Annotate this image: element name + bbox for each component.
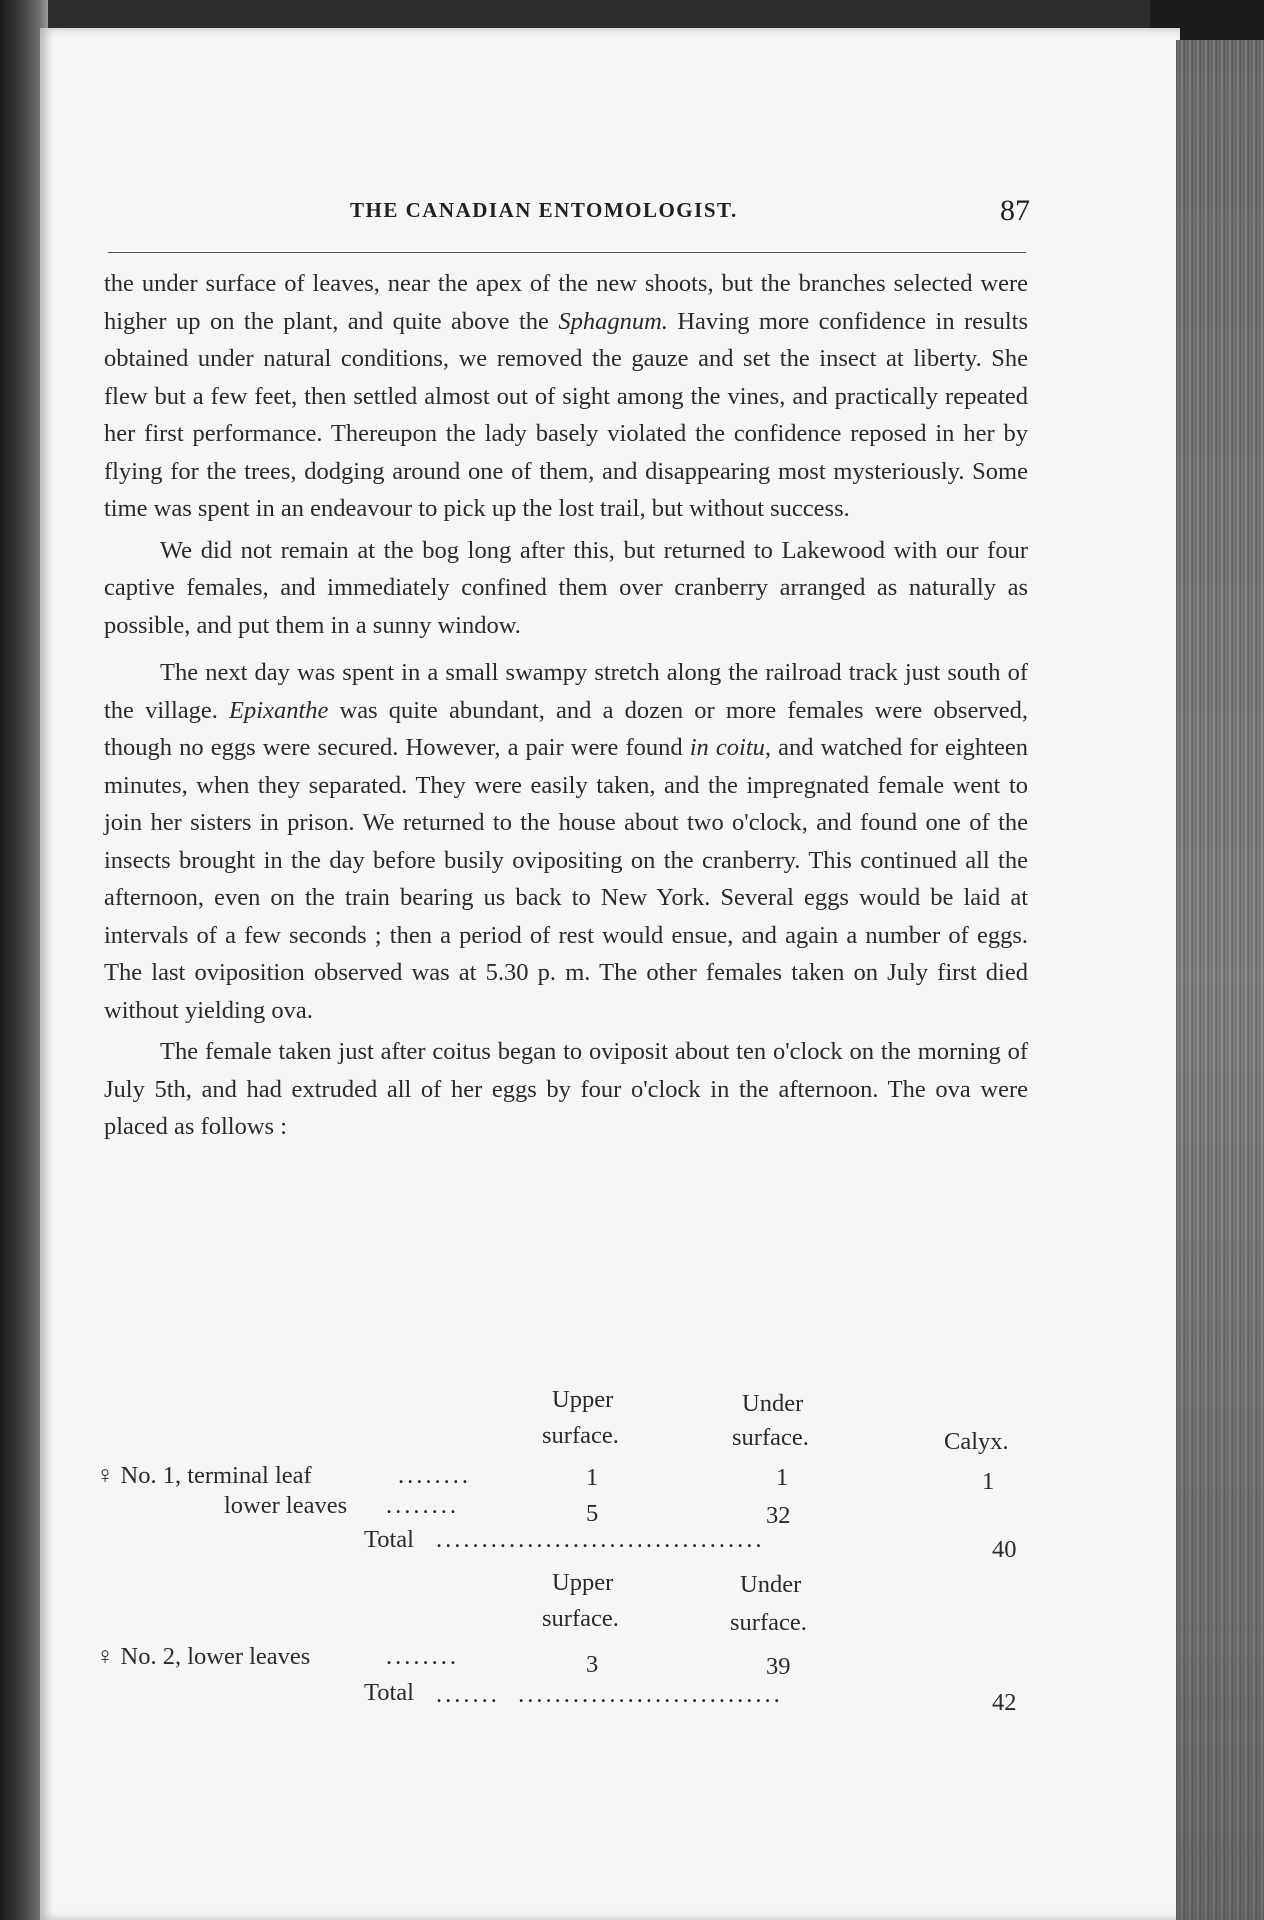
text-segment: The next day was spent in a small swampy stretch along the railroad track just south of the village. (104, 659, 1028, 724)
page-header (100, 194, 1030, 234)
leader-dots: ........ (386, 1492, 459, 1519)
col-header-under-sub: surface. (730, 1609, 807, 1636)
paragraph-3 (104, 654, 1028, 1029)
col-header-under-sub: surface. (732, 1424, 809, 1451)
leader-dots: ........ (398, 1462, 471, 1489)
text-segment-italic: in coitu, (689, 734, 772, 761)
text-segment-italic: Sphagnum. (558, 307, 668, 335)
text-segment-italic: Epixanthe (229, 696, 329, 724)
total-label: Total (364, 1526, 414, 1553)
running-title: THE CANADIAN ENTOMOLOGIST. (350, 198, 738, 222)
total-label: Total (364, 1679, 414, 1706)
cell-calyx: 1 (982, 1468, 995, 1495)
text-segment: the under surface of leaves, near the apex of the new shoots, but the branches selected were higher up on the plant, and quite above the (104, 270, 1028, 335)
body-text (104, 265, 1028, 1146)
cell-upper: 3 (586, 1651, 599, 1678)
page-number: 87 (1000, 194, 1030, 227)
col-header-upper-sub: surface. (542, 1605, 619, 1632)
col-header-upper: Upper (552, 1569, 614, 1596)
total-value: 40 (992, 1536, 1017, 1563)
text-segment: Having more confidence in results obtained under natural conditions, we removed the gauze and set the insect at liberty. She flew but a few feet, then settled almost out of sight among the vines, and practically repeated her first performance. Thereupon the lady basely violated the confidence reposed in her by flying for the trees, dodging around one of them, and disappearing most mysteriously. Some time was spent in an endeavour to pick up the lost trail, but without success. (104, 307, 1028, 522)
col-header-upper: Upper (552, 1386, 614, 1413)
row-label: ♀ No. 1, terminal leaf (96, 1462, 312, 1489)
col-header-under: Under (740, 1571, 802, 1598)
paragraph-2 (104, 532, 1028, 645)
leader-dots: ....... ............................. (436, 1681, 783, 1708)
cell-upper: 1 (586, 1464, 599, 1491)
paragraph-4 (104, 1033, 1028, 1146)
leader-dots: .................................... (436, 1526, 765, 1553)
text-segment: The female taken just after coitus began to oviposit about ten o'clock on the morning of July 5th, and had extruded all of her eggs by four o'clock in the afternoon. The ova were placed as follows : (104, 1038, 1028, 1140)
header-rule (108, 252, 1026, 253)
cell-upper: 5 (586, 1500, 599, 1527)
text-segment: We did not remain at the bog long after this, but returned to Lakewood with our four captive females, and immediately confined them over cranberry arranged as naturally as possible, and put them in a sunny window. (104, 536, 1028, 639)
text-segment: and watched for eighteen minutes, when they separated. They were easily taken, and the impregnated female went to join her sisters in prison. We returned to the house about two o'clock, and found one of the insects brought in the day before busily ovipositing on the cranberry. This continued all the afternoon, even on the train bearing us back to New York. Several eggs would be laid at intervals of a few seconds ; then a period of rest would ensue, and again a number of eggs. The last oviposition observed was at 5.30 p. m. The other females taken on July first died without yielding ova. (104, 734, 1028, 1024)
paragraph-1 (104, 265, 1028, 528)
cell-under: 39 (766, 1653, 791, 1680)
col-header-upper-sub: surface. (542, 1422, 619, 1449)
row-label: ♀ No. 2, lower leaves (96, 1643, 311, 1670)
text-segment: was quite abundant, and a dozen or more females were observed, though no eggs were secured. However, a pair were found (104, 696, 1028, 761)
col-header-calyx: Calyx. (944, 1428, 1009, 1455)
cell-under: 1 (776, 1464, 789, 1491)
page-stack-edge (1176, 40, 1264, 1920)
leader-dots: ........ (386, 1643, 459, 1670)
col-header-under: Under (742, 1390, 804, 1417)
oviposition-table-2 (96, 1565, 1036, 1725)
cell-under: 32 (766, 1502, 791, 1529)
row-label: lower leaves (224, 1492, 348, 1519)
total-value: 42 (992, 1689, 1017, 1716)
